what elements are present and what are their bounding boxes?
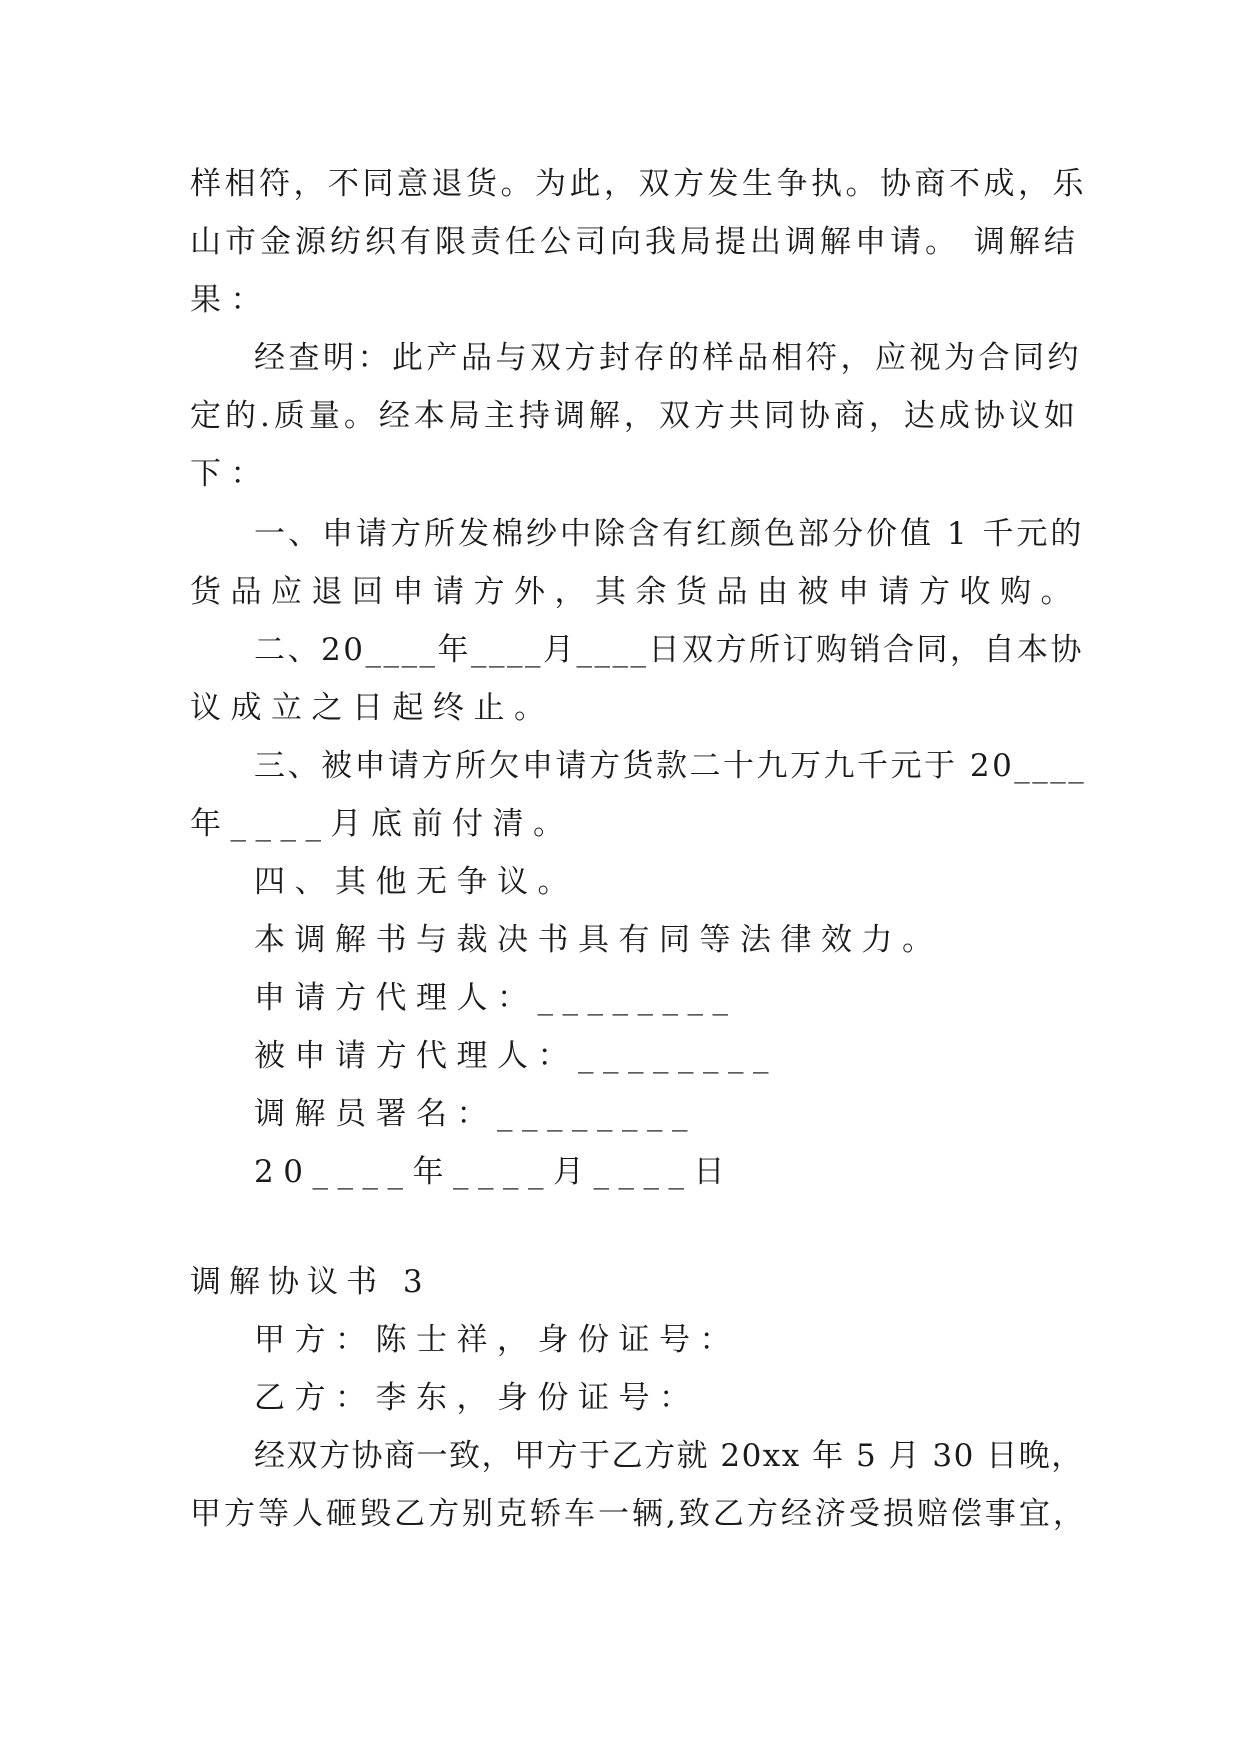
text-line: 年____月底前付清。 (190, 806, 574, 842)
text-line: 经双方协商一致，甲方于乙方就 20xx 年 5 月 30 日晚， (254, 1438, 1084, 1474)
party-a-line: 甲方：陈士祥，身份证号： (254, 1322, 740, 1358)
party-b-line: 乙方：李东，身份证号： (254, 1380, 700, 1416)
mediator-signature-line: 调解员署名：________ (254, 1096, 697, 1132)
text-line: 甲方等人砸毁乙方别克轿车一辆,致乙方经济受损赔偿事宜， (190, 1496, 1087, 1532)
text-line: 定的.质量。经本局主持调解，双方共同协商，达成协议如 (190, 398, 1079, 434)
text-line: 果： (190, 282, 271, 318)
applicant-agent-line: 申请方代理人：________ (254, 980, 738, 1016)
text-line: 四、其他无争议。 (254, 864, 578, 900)
text-line: 货品应退回申请方外，其余货品由被申请方收购。 (190, 574, 1081, 610)
text-line: 一、申请方所发棉纱中除含有红颜色部分价值 1 千元的 (254, 516, 1085, 552)
text-line: 二、20____年____月____日双方所订购销合同，自本协 (254, 632, 1084, 668)
text-line: 议成立之日起终止。 (190, 690, 555, 726)
text-line: 山市金源纺织有限责任公司向我局提出调解申请。 调解结 (190, 224, 1079, 260)
text-line: 下： (190, 456, 271, 492)
text-line: 样相符，不同意退货。为此，双方发生争执。协商不成，乐 (190, 166, 1087, 202)
text-line: 本调解书与裁决书具有同等法律效力。 (254, 922, 943, 958)
date-line: 20____年____月____日 (254, 1154, 734, 1190)
respondent-agent-line: 被申请方代理人：________ (254, 1038, 778, 1074)
text-line: 经查明：此产品与双方封存的样品相符，应视为合同约 (254, 340, 1082, 376)
section-title: 调解协议书 3 (190, 1264, 431, 1300)
text-line: 三、被申请方所欠申请方货款二十九万九千元于 20____ (254, 748, 1087, 784)
